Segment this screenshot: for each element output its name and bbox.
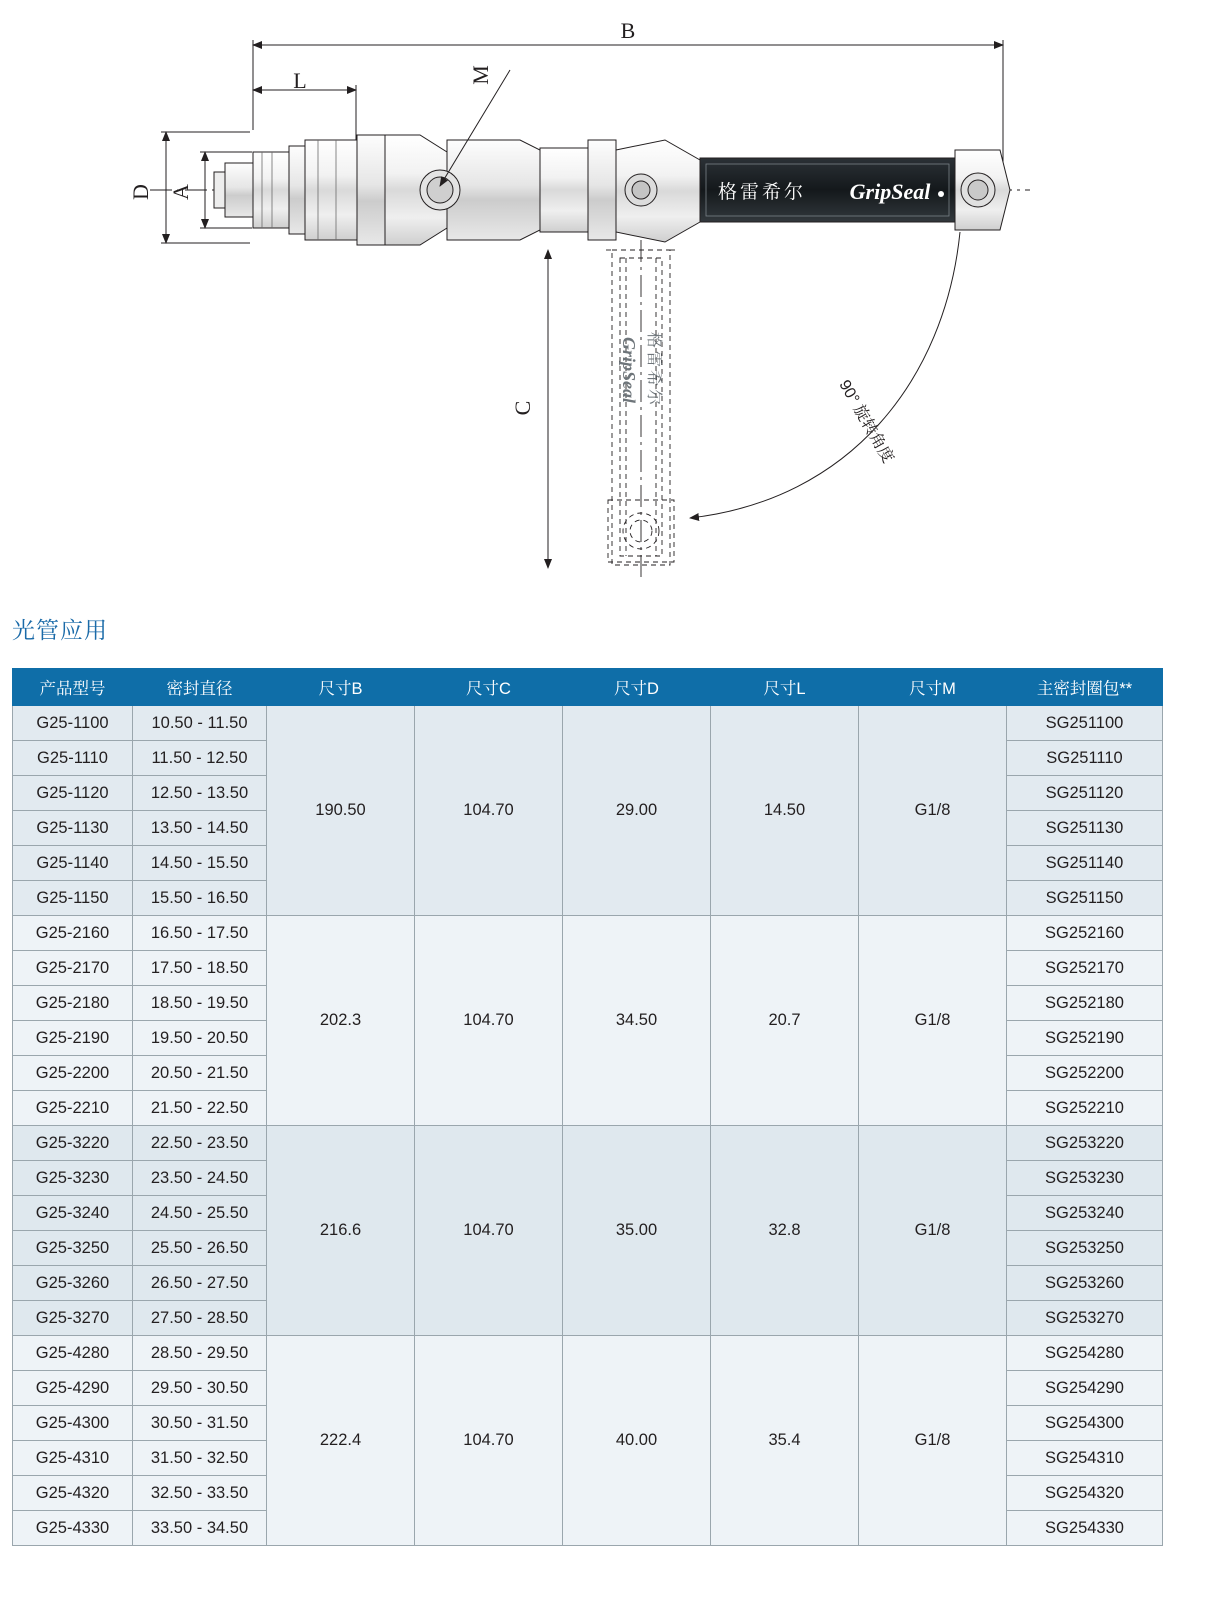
cell-dim-l: 32.8	[711, 1126, 859, 1336]
cell-main-seal-kit: SG252170	[1007, 951, 1163, 986]
col-header-dim-m: 尺寸M	[859, 669, 1007, 706]
cell-model: G25-1140	[13, 846, 133, 881]
cell-seal-diameter: 27.50 - 28.50	[133, 1301, 267, 1336]
cell-model: G25-3250	[13, 1231, 133, 1266]
cell-model: G25-3240	[13, 1196, 133, 1231]
table-header-row	[13, 669, 1163, 706]
col-header-dim-b: 尺寸B	[267, 669, 415, 706]
cell-main-seal-kit: SG253250	[1007, 1231, 1163, 1266]
dim-label-D: D	[128, 184, 153, 200]
col-header-dim-c: 尺寸C	[415, 669, 563, 706]
cell-model: G25-2160	[13, 916, 133, 951]
cell-model: G25-1150	[13, 881, 133, 916]
spec-table-wrapper	[12, 668, 1162, 1546]
cell-seal-diameter: 31.50 - 32.50	[133, 1441, 267, 1476]
cell-seal-diameter: 19.50 - 20.50	[133, 1021, 267, 1056]
cell-model: G25-1110	[13, 741, 133, 776]
table-row	[13, 1336, 1163, 1371]
cell-dim-b: 216.6	[267, 1126, 415, 1336]
brand-en-vertical-label: GripSeal	[619, 336, 639, 404]
cell-main-seal-kit: SG254330	[1007, 1511, 1163, 1546]
col-header-dim-l: 尺寸L	[711, 669, 859, 706]
cell-main-seal-kit: SG253220	[1007, 1126, 1163, 1161]
brand-cn-label: 格雷希尔	[717, 182, 807, 203]
brand-en-label: GripSeal	[849, 179, 931, 204]
cell-dim-c: 104.70	[415, 1336, 563, 1546]
cell-model: G25-4290	[13, 1371, 133, 1406]
cell-model: G25-2210	[13, 1091, 133, 1126]
cell-dim-d: 40.00	[563, 1336, 711, 1546]
cell-seal-diameter: 13.50 - 14.50	[133, 811, 267, 846]
cell-main-seal-kit: SG253260	[1007, 1266, 1163, 1301]
dim-label-A: A	[168, 184, 193, 200]
technical-drawing	[0, 0, 1229, 600]
cell-main-seal-kit: SG253230	[1007, 1161, 1163, 1196]
cell-seal-diameter: 26.50 - 27.50	[133, 1266, 267, 1301]
cell-seal-diameter: 10.50 - 11.50	[133, 706, 267, 741]
col-header-main-seal-kit: 主密封圈包**	[1007, 669, 1163, 706]
cell-dim-m: G1/8	[859, 916, 1007, 1126]
cell-dim-m: G1/8	[859, 1336, 1007, 1546]
cell-model: G25-4320	[13, 1476, 133, 1511]
cell-main-seal-kit: SG253240	[1007, 1196, 1163, 1231]
table-row	[13, 916, 1163, 951]
cell-dim-c: 104.70	[415, 706, 563, 916]
cell-model: G25-3260	[13, 1266, 133, 1301]
cell-dim-c: 104.70	[415, 1126, 563, 1336]
cell-model: G25-3220	[13, 1126, 133, 1161]
cell-model: G25-1130	[13, 811, 133, 846]
cell-model: G25-1120	[13, 776, 133, 811]
cell-seal-diameter: 16.50 - 17.50	[133, 916, 267, 951]
cell-seal-diameter: 11.50 - 12.50	[133, 741, 267, 776]
cell-seal-diameter: 25.50 - 26.50	[133, 1231, 267, 1266]
cell-seal-diameter: 14.50 - 15.50	[133, 846, 267, 881]
brand-cn-vertical-label: 格雷希尔	[645, 331, 662, 409]
cell-main-seal-kit: SG252180	[1007, 986, 1163, 1021]
cell-main-seal-kit: SG252210	[1007, 1091, 1163, 1126]
cell-model: G25-2170	[13, 951, 133, 986]
cell-seal-diameter: 21.50 - 22.50	[133, 1091, 267, 1126]
cell-seal-diameter: 22.50 - 23.50	[133, 1126, 267, 1161]
cell-dim-l: 35.4	[711, 1336, 859, 1546]
cell-main-seal-kit: SG253270	[1007, 1301, 1163, 1336]
cell-seal-diameter: 17.50 - 18.50	[133, 951, 267, 986]
dim-label-B: B	[620, 18, 636, 43]
cell-seal-diameter: 23.50 - 24.50	[133, 1161, 267, 1196]
cell-model: G25-2180	[13, 986, 133, 1021]
cell-model: G25-3270	[13, 1301, 133, 1336]
col-header-dim-d: 尺寸D	[563, 669, 711, 706]
spec-table	[12, 668, 1163, 1546]
cell-main-seal-kit: SG252200	[1007, 1056, 1163, 1091]
cell-model: G25-3230	[13, 1161, 133, 1196]
cell-dim-b: 202.3	[267, 916, 415, 1126]
cell-main-seal-kit: SG251110	[1007, 741, 1163, 776]
cell-model: G25-2200	[13, 1056, 133, 1091]
cell-seal-diameter: 12.50 - 13.50	[133, 776, 267, 811]
cell-seal-diameter: 32.50 - 33.50	[133, 1476, 267, 1511]
cell-main-seal-kit: SG251140	[1007, 846, 1163, 881]
cell-main-seal-kit: SG251150	[1007, 881, 1163, 916]
cell-seal-diameter: 15.50 - 16.50	[133, 881, 267, 916]
cell-dim-l: 20.7	[711, 916, 859, 1126]
cell-seal-diameter: 28.50 - 29.50	[133, 1336, 267, 1371]
cell-seal-diameter: 18.50 - 19.50	[133, 986, 267, 1021]
cell-dim-b: 222.4	[267, 1336, 415, 1546]
cell-model: G25-4300	[13, 1406, 133, 1441]
cell-model: G25-1100	[13, 706, 133, 741]
cell-main-seal-kit: SG254290	[1007, 1371, 1163, 1406]
dim-label-M: M	[468, 65, 493, 85]
cell-main-seal-kit: SG254300	[1007, 1406, 1163, 1441]
col-header-model: 产品型号	[13, 669, 133, 706]
dim-label-C: C	[510, 400, 535, 416]
cell-seal-diameter: 20.50 - 21.50	[133, 1056, 267, 1091]
cell-seal-diameter: 29.50 - 30.50	[133, 1371, 267, 1406]
rotation-note-label: 90° 旋转角度	[835, 377, 897, 467]
cell-main-seal-kit: SG254310	[1007, 1441, 1163, 1476]
cell-dim-m: G1/8	[859, 706, 1007, 916]
cell-dim-d: 35.00	[563, 1126, 711, 1336]
cell-main-seal-kit: SG254320	[1007, 1476, 1163, 1511]
cell-dim-l: 14.50	[711, 706, 859, 916]
table-row	[13, 1126, 1163, 1161]
dim-label-L: L	[293, 68, 307, 93]
cell-seal-diameter: 33.50 - 34.50	[133, 1511, 267, 1546]
cell-model: G25-4280	[13, 1336, 133, 1371]
cell-main-seal-kit: SG252160	[1007, 916, 1163, 951]
cell-dim-c: 104.70	[415, 916, 563, 1126]
cell-model: G25-4310	[13, 1441, 133, 1476]
cell-main-seal-kit: SG251130	[1007, 811, 1163, 846]
cell-main-seal-kit: SG251120	[1007, 776, 1163, 811]
col-header-seal-diameter: 密封直径	[133, 669, 267, 706]
cell-dim-b: 190.50	[267, 706, 415, 916]
table-row	[13, 706, 1163, 741]
cell-dim-d: 29.00	[563, 706, 711, 916]
cell-main-seal-kit: SG251100	[1007, 706, 1163, 741]
section-title: 光管应用	[12, 617, 108, 643]
cell-dim-d: 34.50	[563, 916, 711, 1126]
cell-main-seal-kit: SG252190	[1007, 1021, 1163, 1056]
cell-model: G25-4330	[13, 1511, 133, 1546]
cell-dim-m: G1/8	[859, 1126, 1007, 1336]
cell-main-seal-kit: SG254280	[1007, 1336, 1163, 1371]
cell-seal-diameter: 30.50 - 31.50	[133, 1406, 267, 1441]
cell-seal-diameter: 24.50 - 25.50	[133, 1196, 267, 1231]
cell-model: G25-2190	[13, 1021, 133, 1056]
